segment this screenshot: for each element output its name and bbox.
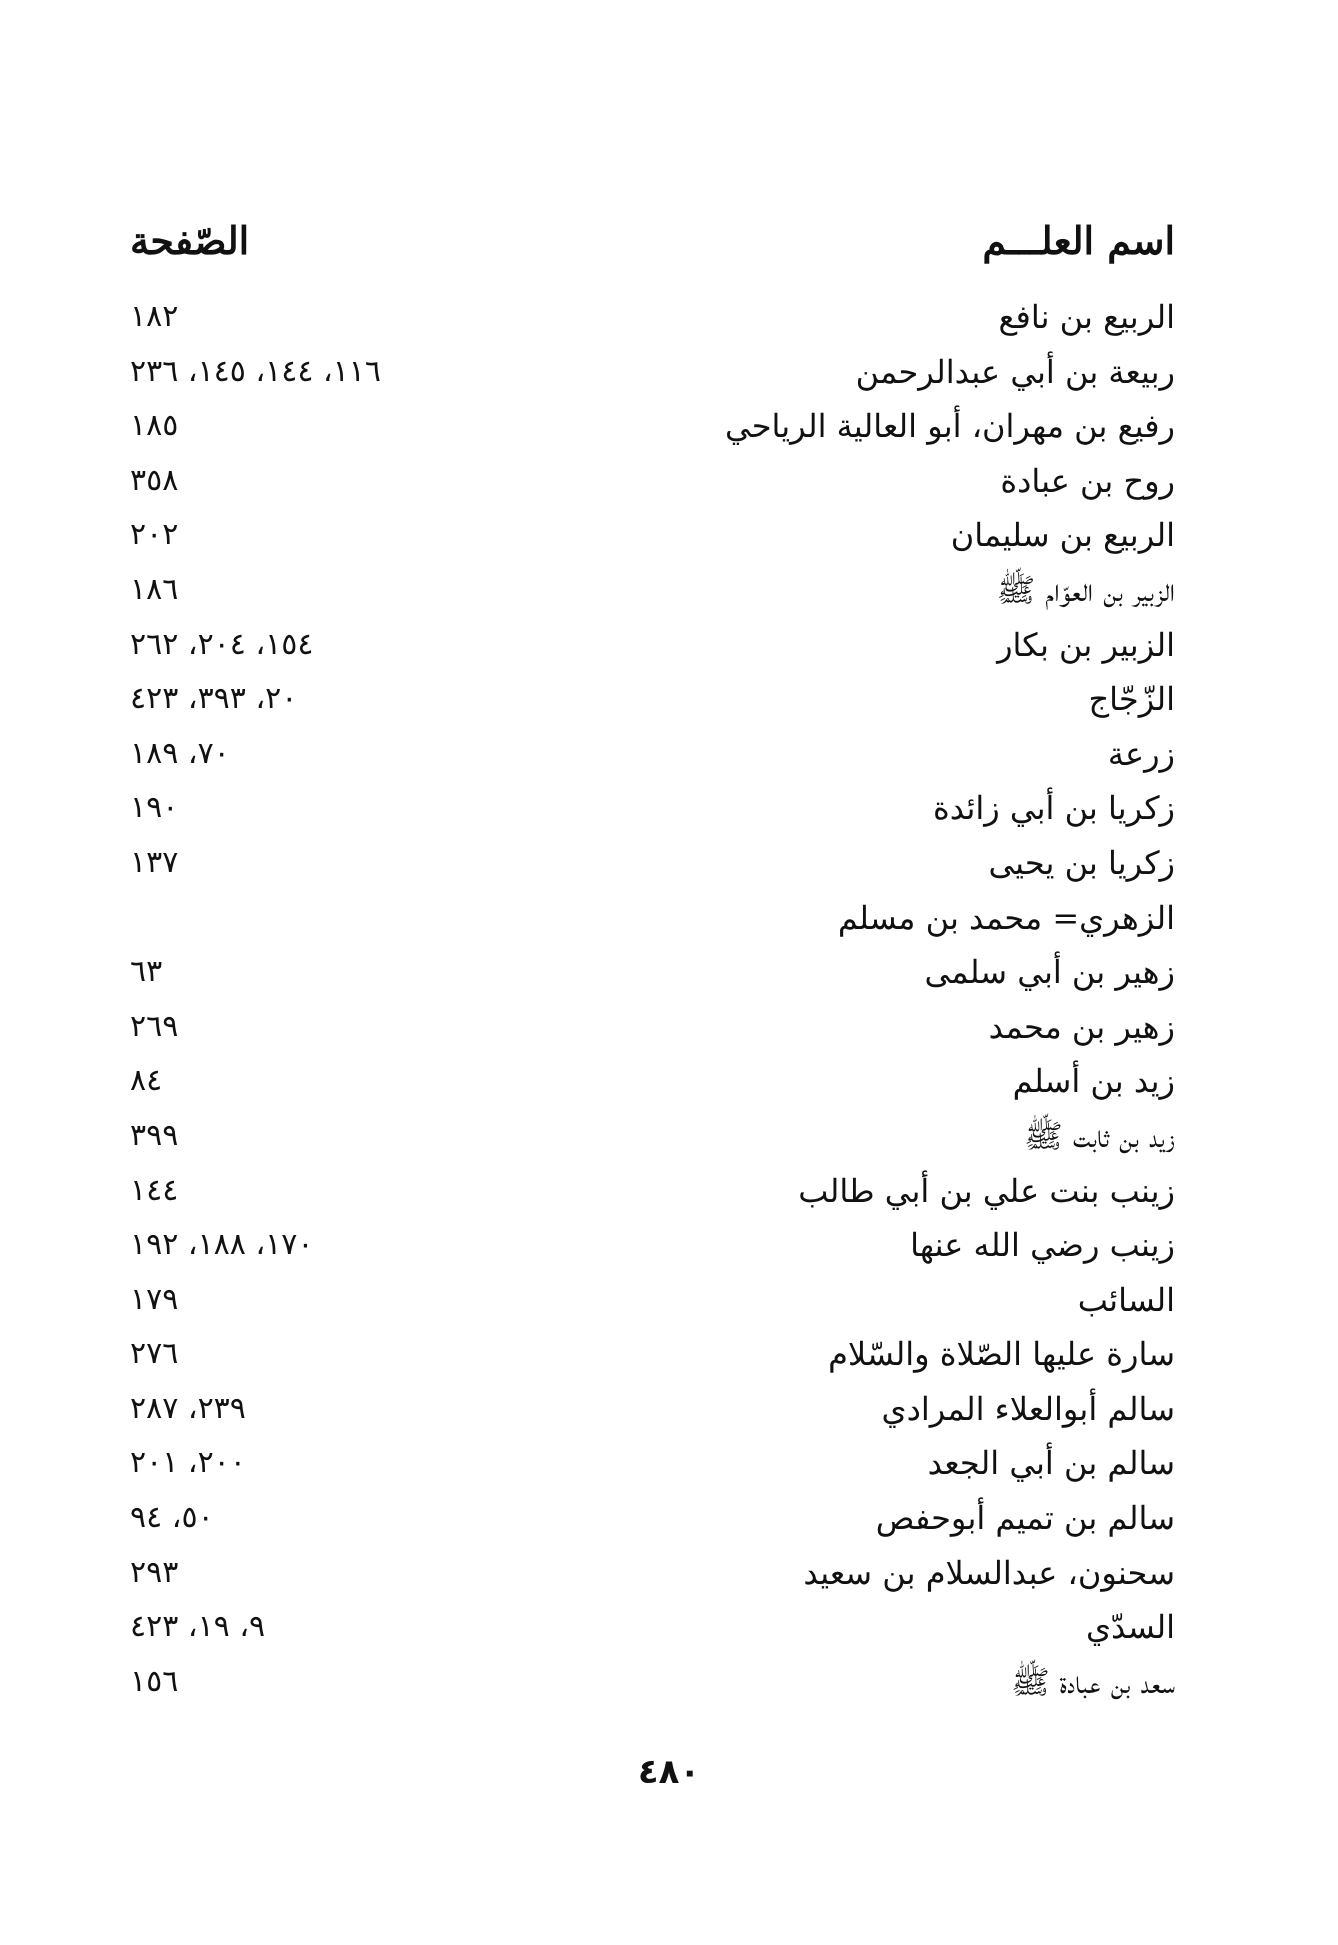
- index-entry: [130, 290, 1175, 345]
- name-column-heading: اسم العلـــم: [982, 218, 1175, 263]
- page-column-heading: الصّفحة: [130, 218, 250, 263]
- entry-pages: ١٧٠، ١٨٨، ١٩٢: [130, 1227, 314, 1263]
- entry-name: الربيع بن نافع: [998, 298, 1175, 336]
- entry-name: زهير بن محمد: [988, 1007, 1175, 1046]
- entry-name: السدّي: [1085, 1608, 1175, 1647]
- index-entry: [130, 618, 1175, 673]
- index-entry: [130, 1655, 1175, 1710]
- index-entry: [130, 1382, 1175, 1437]
- index-header: [130, 218, 1175, 278]
- index-entry: [130, 672, 1175, 727]
- index-entry: [130, 781, 1175, 836]
- index-entry: [130, 891, 1175, 946]
- entry-name: الربيع بن سليمان: [950, 516, 1175, 555]
- entry-name: ربيعة بن أبي عبدالرحمن: [855, 352, 1175, 391]
- entry-name: زكريا بن أبي زائدة: [932, 789, 1175, 828]
- index-entry: [130, 1164, 1175, 1219]
- index-entry: [130, 1273, 1175, 1328]
- entry-pages: ٢٦٩: [130, 1008, 179, 1044]
- index-entry: [130, 508, 1175, 563]
- index-entry: [130, 945, 1175, 1000]
- entry-name: زيد بن أسلم: [1012, 1062, 1175, 1101]
- entry-name: الزبير بن بكار: [997, 625, 1175, 664]
- entry-pages: ٢٠٠، ٢٠١: [130, 1445, 246, 1481]
- index-entry: [130, 1054, 1175, 1109]
- index-entry: [130, 345, 1175, 400]
- page-number: ٤٨٠: [637, 1752, 701, 1792]
- entry-name: زكريا بن يحيى: [988, 843, 1175, 882]
- index-entry: [130, 399, 1175, 454]
- index-entry: [130, 836, 1175, 891]
- entry-name: روح بن عبادة: [1000, 461, 1175, 500]
- entry-name: زهير بن أبي سلمى: [924, 953, 1175, 992]
- index-entry: [130, 563, 1175, 618]
- index-entry: [130, 1218, 1175, 1273]
- entry-name: سالم بن أبي الجعد: [927, 1444, 1175, 1483]
- entry-pages: ٦٣: [130, 954, 163, 990]
- entry-name: الزهري= محمد بن مسلم: [837, 898, 1175, 937]
- index-entry: [130, 1327, 1175, 1382]
- entry-name: سعد بن عبادة ﷺ: [1011, 1662, 1175, 1701]
- index-entry: [130, 727, 1175, 782]
- entry-pages: ١٨٦: [130, 571, 179, 607]
- entry-name: زينب بنت علي بن أبي طالب: [798, 1171, 1175, 1210]
- entry-name: زيد بن ثابت ﷺ: [1024, 1116, 1175, 1155]
- entry-pages: ٢٠٢: [130, 517, 179, 553]
- index-entry: [130, 1436, 1175, 1491]
- index-entry: [130, 1600, 1175, 1655]
- entry-pages: ٥٠، ٩٤: [130, 1500, 214, 1536]
- entry-name: الزّجّاج: [1088, 680, 1175, 719]
- entry-pages: ٣٩٩: [130, 1117, 179, 1153]
- entry-name: سحنون، عبدالسلام بن سعيد: [803, 1553, 1175, 1592]
- entry-pages: ٩، ١٩، ٤٢٣: [130, 1609, 266, 1645]
- entry-name: سالم أبوالعلاء المرادي: [881, 1389, 1175, 1428]
- index-entry: [130, 1491, 1175, 1546]
- index-entry: [130, 454, 1175, 509]
- entry-pages: ٧٠، ١٨٩: [130, 735, 230, 771]
- entry-pages: ٢٧٦: [130, 1336, 179, 1372]
- entry-pages: ١٩٠: [130, 790, 179, 826]
- entry-name: سالم بن تميم أبوحفص: [875, 1499, 1175, 1538]
- entry-pages: ١٥٤، ٢٠٤، ٢٦٢: [130, 626, 314, 662]
- entry-pages: ٢٩٣: [130, 1554, 179, 1590]
- entry-pages: ١٧٩: [130, 1281, 179, 1317]
- entry-pages: ٣٥٨: [130, 462, 179, 498]
- index-entry: [130, 1000, 1175, 1055]
- entry-pages: ١٤٤: [130, 1172, 179, 1208]
- entry-pages: ١٣٧: [130, 844, 179, 880]
- entry-pages: ١٨٥: [130, 408, 179, 444]
- entry-pages: ١٥٦: [130, 1663, 179, 1699]
- entry-name: السائب: [1077, 1280, 1175, 1319]
- entry-name: زرعة: [1107, 734, 1175, 773]
- entry-pages: ٨٤: [130, 1063, 163, 1099]
- entry-name: الزبير بن العوّام ﷺ: [996, 570, 1175, 609]
- entry-pages: ١٨٢: [130, 299, 179, 334]
- entry-pages: ٢٣٩، ٢٨٧: [130, 1390, 246, 1426]
- index-entry: [130, 1546, 1175, 1601]
- index-entries: [130, 290, 1175, 1709]
- entry-name: زينب رضي الله عنها: [910, 1226, 1175, 1265]
- entry-name: رفيع بن مهران، أبو العالية الرياحي: [725, 407, 1175, 446]
- entry-pages: ١١٦، ١٤٤، ١٤٥، ٢٣٦: [130, 353, 382, 389]
- entry-name: سارة عليها الصّلاة والسّلام: [828, 1335, 1175, 1374]
- entry-pages: ٢٠، ٣٩٣، ٤٢٣: [130, 681, 298, 717]
- index-entry: [130, 1109, 1175, 1164]
